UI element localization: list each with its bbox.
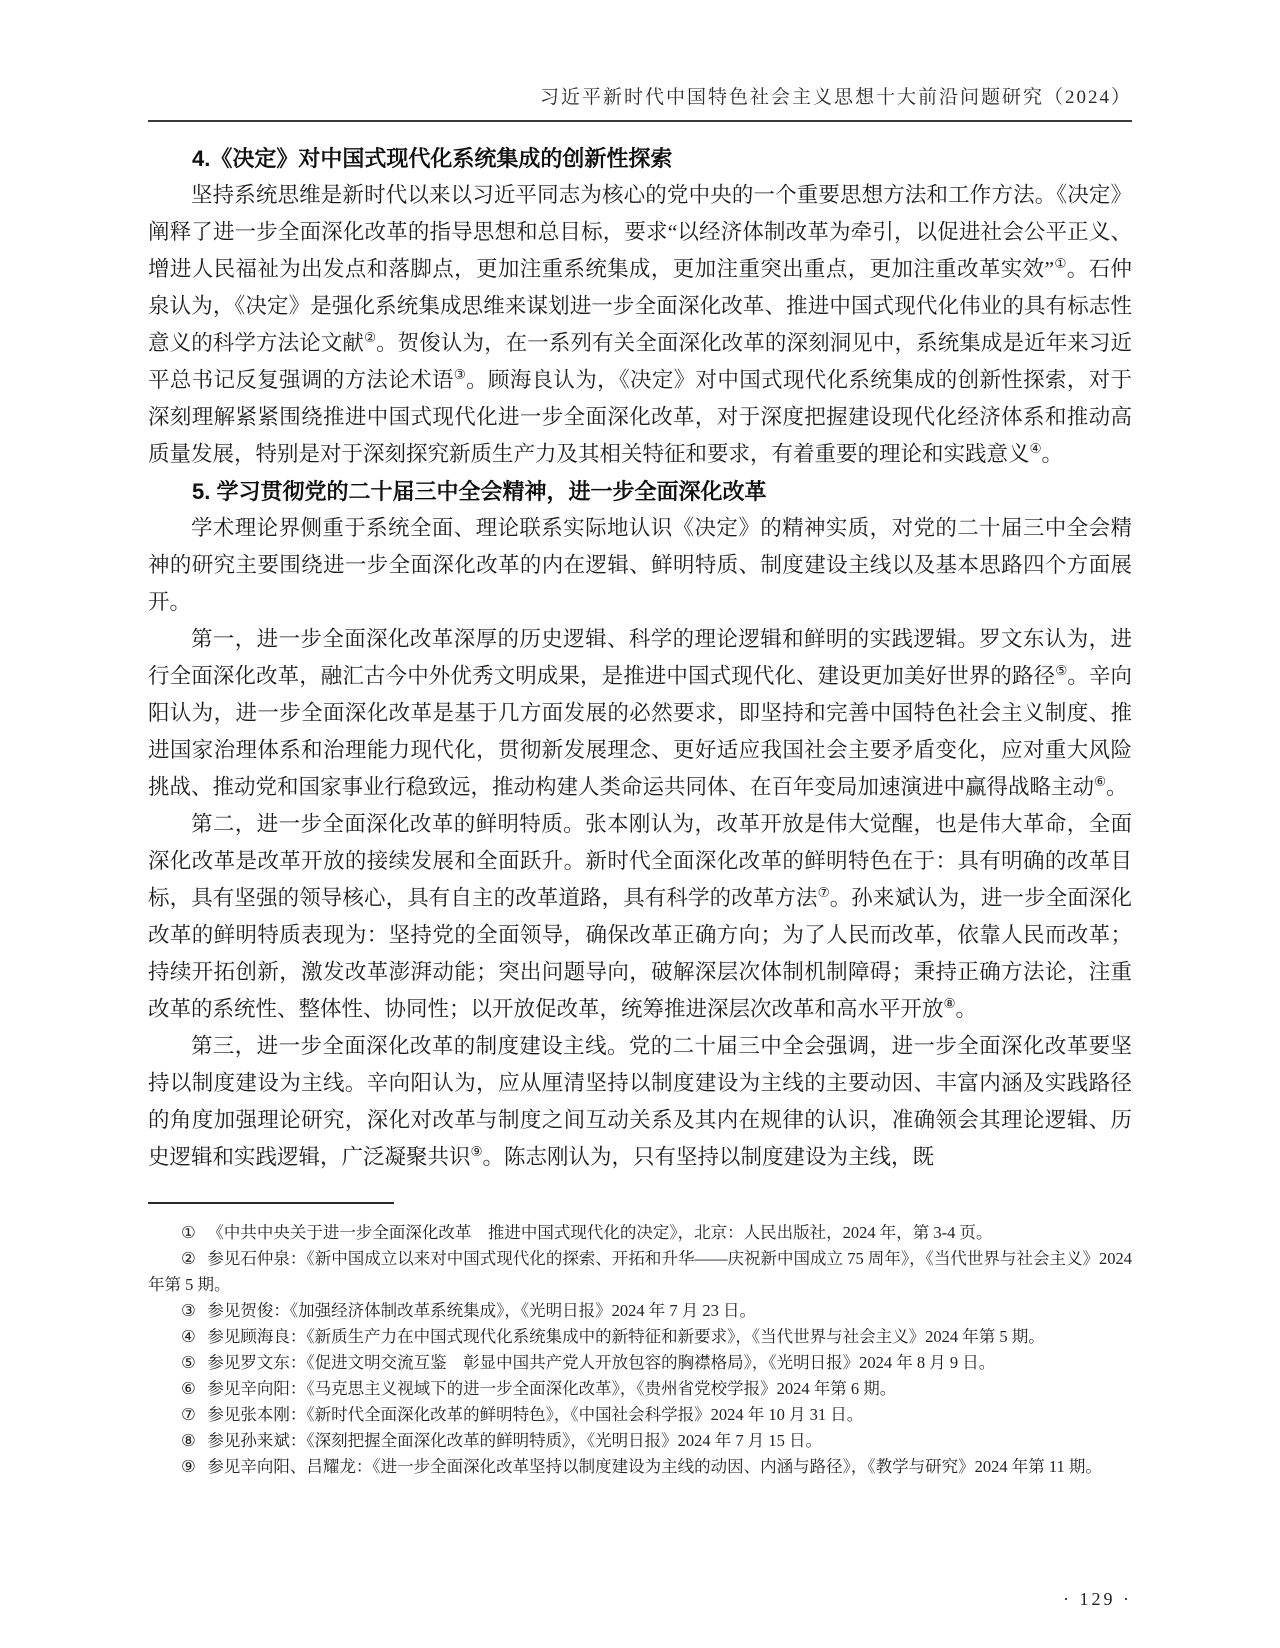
paragraph-section5-1: 学术理论界侧重于系统全面、理论联系实际地认识《决定》的精神实质，对党的二十届三中全会精神的研究主要围绕进一步全面深化改革的内在逻辑、鲜明特质、制度建设主线以及基本思路四个方面展开。 [148,516,1132,614]
footnote-marker: ③ [181,1301,196,1320]
footnote-text: 参见张本刚：《新时代全面深化改革的鲜明特色》，《中国社会科学报》2024 年 10 月 31 日。 [207,1405,864,1424]
section-heading-4: 4.《决定》对中国式现代化系统集成的创新性探索 [192,146,673,171]
paragraph-section5-4: 第三，进一步全面深化改革的制度建设主线。党的二十届三中全会强调，进一步全面深化改革要坚持以制度建设为主线。辛向阳认为，应从厘清坚持以制度建设为主线的主要动因、丰富内涵及实践路径的角度加强理论研究，深化对改革与制度之间互动关系及其内在规律的认识，准确领会其理论逻辑、历史逻辑和实践逻辑，广泛凝聚共识⑨。陈志刚认为，只有坚持以制度建设为主线，既 [148,1034,1132,1169]
footnote-text: 参见辛向阳：《马克思主义视域下的进一步全面深化改革》，《贵州省党校学报》2024 年第 6 期。 [207,1379,897,1398]
page-body [148,140,1132,1176]
footnote-marker: ⑥ [181,1379,196,1398]
footnote-marker: ① [181,1223,196,1242]
footnote-8 [148,1428,1132,1454]
footnote-marker: ⑤ [181,1353,196,1372]
footnote-9 [148,1454,1132,1480]
footnote-2 [148,1246,1132,1298]
paragraph-section5-3: 第二，进一步全面深化改革的鲜明特质。张本刚认为，改革开放是伟大觉醒，也是伟大革命，全面深化改革是改革开放的接续发展和全面跃升。新时代全面深化改革的鲜明特色在于：具有明确的改革目标，具有坚强的领导核心，具有自主的改革道路，具有科学的改革方法⑦。孙来斌认为，进一步全面深化改革的鲜明特质表现为：坚持党的全面领导，确保改革正确方向；为了人民而改革，依靠人民而改革；持续开拓创新，激发改革澎湃动能；突出问题导向，破解深层次体制机制障碍；秉持正确方法论，注重改革的系统性、整体性、协同性；以开放促改革，统筹推进深层次改革和高水平开放⑧。 [148,812,1132,1021]
paragraph-section5-2: 第一，进一步全面深化改革深厚的历史逻辑、科学的理论逻辑和鲜明的实践逻辑。罗文东认为，进行全面深化改革，融汇古今中外优秀文明成果，是推进中国式现代化、建设更加美好世界的路径⑤。辛向阳认为，进一步全面深化改革是基于几方面发展的必然要求，即坚持和完善中国特色社会主义制度、推进国家治理体系和治理能力现代化，贯彻新发展理念、更好适应我国社会主要矛盾变化，应对重大风险挑战、推动党和国家事业行稳致远，推动构建人类命运共同体、在百年变局加速演进中赢得战略主动⑥。 [148,627,1132,799]
footnote-marker: ⑧ [181,1431,196,1450]
section-heading-5: 5. 学习贯彻党的二十届三中全会精神，进一步全面深化改革 [192,479,767,504]
footnote-text: 参见辛向阳、吕耀龙：《进一步全面深化改革坚持以制度建设为主线的动因、内涵与路径》，《教学与研究》2024 年第 11 期。 [207,1457,1102,1476]
footnote-7 [148,1402,1132,1428]
footnote-6 [148,1376,1132,1402]
header-rule [148,120,1132,122]
footnote-1 [148,1220,1132,1246]
page-number: · 129 · [1063,1589,1132,1609]
footnote-text: 参见贺俊：《加强经济体制改革系统集成》，《光明日报》2024 年 7 月 23 日。 [207,1301,756,1320]
page-header [148,86,1132,122]
footnote-marker: ④ [181,1327,196,1346]
footnote-3 [148,1298,1132,1324]
footnote-text: 《中共中央关于进一步全面深化改革 推进中国式现代化的决定》，北京：人民出版社，2024 年，第 3-4 页。 [207,1223,993,1242]
footnote-area [148,1202,1133,1609]
footnote-5 [148,1350,1132,1376]
footnote-text: 参见罗文东：《促进文明交流互鉴 彰显中国共产党人开放包容的胸襟格局》，《光明日报》2024 年 8 月 9 日。 [207,1353,996,1372]
footnote-4 [148,1324,1132,1350]
footnote-marker: ⑦ [181,1405,196,1424]
footnote-text: 参见石仲泉：《新中国成立以来对中国式现代化的探索、开拓和升华——庆祝新中国成立 75 周年》，《当代世界与社会主义》2024 年第 5 期。 [148,1249,1133,1294]
footnote-text: 参见孙来斌：《深刻把握全面深化改革的鲜明特质》，《光明日报》2024 年 7 月 15 日。 [207,1431,822,1450]
footnote-separator-rule [148,1202,394,1204]
paragraph-section4-1: 坚持系统思维是新时代以来以习近平同志为核心的党中央的一个重要思想方法和工作方法。《决定》阐释了进一步全面深化改革的指导思想和总目标，要求“以经济体制改革为牵引，以促进社会公平正义、增进人民福祉为出发点和落脚点，更加注重系统集成，更加注重突出重点，更加注重改革实效”①。石仲泉认为，《决定》是强化系统集成思维来谋划进一步全面深化改革、推进中国式现代化伟业的具有标志性意义的科学方法论文献②。贺俊认为，在一系列有关全面深化改革的深刻洞见中，系统集成是近年来习近平总书记反复强调的方法论术语③。顾海良认为，《决定》对中国式现代化系统集成的创新性探索，对于深刻理解紧紧围绕推进中国式现代化进一步全面深化改革，对于深度把握建设现代化经济体系和推动高质量发展，特别是对于深刻探究新质生产力及其相关特征和要求，有着重要的理论和实践意义④。 [148,183,1132,466]
footnote-text: 参见顾海良：《新质生产力在中国式现代化系统集成中的新特征和新要求》，《当代世界与社会主义》2024 年第 5 期。 [207,1327,1045,1346]
running-title: 习近平新时代中国特色社会主义思想十大前沿问题研究（2024） [539,87,1132,108]
footnote-marker: ② [181,1249,196,1268]
footnote-marker: ⑨ [181,1457,196,1476]
